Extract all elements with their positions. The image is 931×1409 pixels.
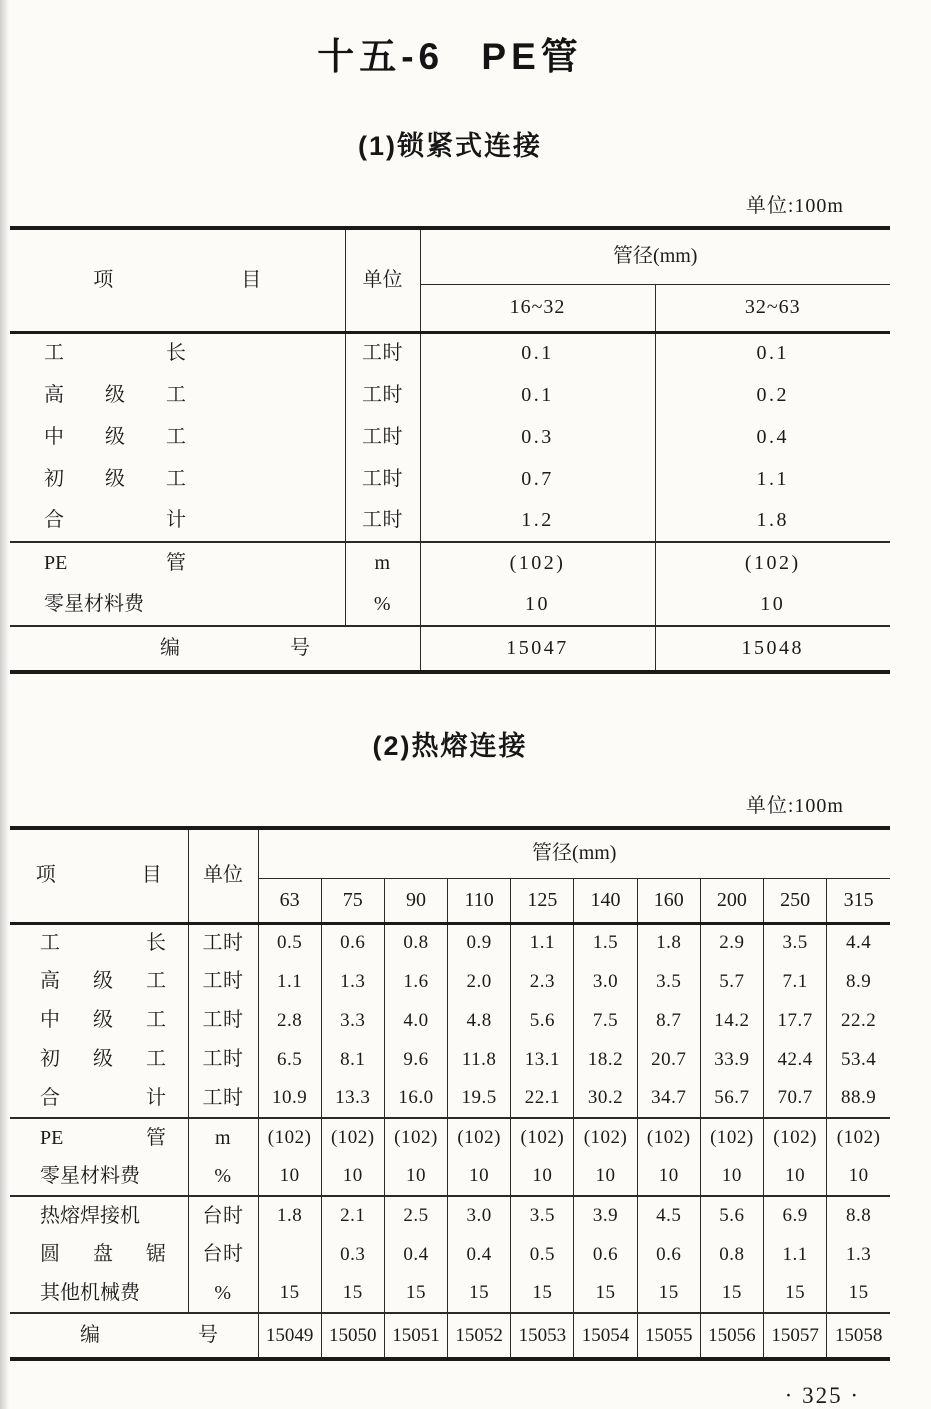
cell-value: 5.6 xyxy=(700,1196,763,1235)
table-row xyxy=(10,1196,890,1235)
row-label xyxy=(10,1118,188,1157)
section1-unit-note: 单位:100m xyxy=(745,195,844,217)
cell-value: 3.0 xyxy=(574,962,637,1001)
cell-value: 10 xyxy=(700,1157,763,1196)
diameter-column-header: 125 xyxy=(511,878,574,923)
diameter-column-header: 75 xyxy=(321,878,384,923)
row-unit: 工时 xyxy=(188,1001,258,1040)
row-unit: 台时 xyxy=(188,1235,258,1274)
cell-value: 15 xyxy=(764,1274,827,1313)
table-row xyxy=(10,1157,890,1196)
cell-value: 3.5 xyxy=(511,1196,574,1235)
row-label xyxy=(10,1274,188,1313)
row-unit: 工时 xyxy=(188,1040,258,1079)
row-label-text: 中级工 xyxy=(44,425,186,448)
row-unit: m xyxy=(188,1118,258,1157)
table-row xyxy=(10,1079,890,1118)
row-label xyxy=(10,962,188,1001)
cell-value: 3.9 xyxy=(574,1196,637,1235)
code-value: 15047 xyxy=(420,626,655,672)
cell-value: 10 xyxy=(420,584,655,626)
table-row xyxy=(10,500,890,542)
table1-header xyxy=(10,228,890,332)
diameter-column-header: 90 xyxy=(384,878,447,923)
cell-value: 10 xyxy=(764,1157,827,1196)
cell-value: 1.1 xyxy=(511,923,574,962)
cell-value: 0.7 xyxy=(420,458,655,500)
section-gap xyxy=(10,674,890,724)
cell-value: 8.7 xyxy=(637,1001,700,1040)
cell-value: 33.9 xyxy=(700,1040,763,1079)
item-header-label: 项目 xyxy=(93,268,262,291)
cell-value: 3.5 xyxy=(637,962,700,1001)
page-title: 十五-6 PE管 xyxy=(317,36,583,77)
cell-value: 0.4 xyxy=(384,1235,447,1274)
cell-value: 53.4 xyxy=(827,1040,890,1079)
cell-value: 15 xyxy=(637,1274,700,1313)
cell-value: 0.3 xyxy=(420,416,655,458)
cell-value: 7.1 xyxy=(764,962,827,1001)
code-value: 15048 xyxy=(655,626,890,672)
row-label-text: 圆盘锯 xyxy=(40,1243,166,1265)
table1-footer xyxy=(10,626,890,672)
row-label xyxy=(10,923,188,962)
cell-value: (102) xyxy=(827,1118,890,1157)
cell-value: 3.5 xyxy=(764,923,827,962)
cell-value: (102) xyxy=(448,1118,511,1157)
table-row xyxy=(10,923,890,962)
cell-value: 10 xyxy=(511,1157,574,1196)
cell-value: 15 xyxy=(827,1274,890,1313)
cell-value: 0.6 xyxy=(637,1235,700,1274)
cell-value: 8.9 xyxy=(827,962,890,1001)
row-label-text: 初级工 xyxy=(44,467,186,490)
cell-value: 10 xyxy=(574,1157,637,1196)
cell-value: 56.7 xyxy=(700,1079,763,1118)
diameter-column-header: 110 xyxy=(448,878,511,923)
row-unit: m xyxy=(345,542,420,584)
cell-value: 1.6 xyxy=(384,962,447,1001)
row-unit: 台时 xyxy=(188,1196,258,1235)
row-label xyxy=(10,1040,188,1079)
cell-value: 10.9 xyxy=(258,1079,321,1118)
row-unit: 工时 xyxy=(345,332,420,374)
diameter-column-header: 140 xyxy=(574,878,637,923)
diameter-column-header: 16~32 xyxy=(420,284,655,332)
cell-value: 4.5 xyxy=(637,1196,700,1235)
cell-value: (102) xyxy=(321,1118,384,1157)
table-row xyxy=(10,416,890,458)
code-value: 15054 xyxy=(574,1313,637,1359)
cell-value: 70.7 xyxy=(764,1079,827,1118)
code-row-label-text: 编号 xyxy=(80,1324,218,1346)
table2-header xyxy=(10,828,890,923)
cell-value: (102) xyxy=(420,542,655,584)
cell-value: (102) xyxy=(511,1118,574,1157)
row-label-text: 工长 xyxy=(40,931,166,954)
row-label xyxy=(10,1196,188,1235)
cell-value: (102) xyxy=(258,1118,321,1157)
cell-value: 0.1 xyxy=(655,332,890,374)
table1-header-row xyxy=(10,228,890,284)
cell-value: 0.8 xyxy=(700,1235,763,1274)
cell-value: 3.0 xyxy=(448,1196,511,1235)
table-row xyxy=(10,1274,890,1313)
row-label-text: 零星材料费 xyxy=(40,1164,140,1187)
cell-value: 0.8 xyxy=(384,923,447,962)
cell-value: 20.7 xyxy=(637,1040,700,1079)
cell-value: 0.4 xyxy=(655,416,890,458)
row-label xyxy=(10,374,345,416)
row-label xyxy=(10,332,345,374)
diameter-header-cell: 管径(mm) xyxy=(258,828,890,878)
row-label xyxy=(10,416,345,458)
row-unit: % xyxy=(188,1157,258,1196)
section1-heading: (1)锁紧式连接 xyxy=(358,131,542,161)
row-label-text: 合计 xyxy=(44,509,186,531)
cell-value: 10 xyxy=(258,1157,321,1196)
cell-value: 5.6 xyxy=(511,1001,574,1040)
table2-footer xyxy=(10,1313,890,1359)
cell-value: 10 xyxy=(384,1157,447,1196)
row-label-text: 初级工 xyxy=(40,1048,166,1070)
cell-value: 10 xyxy=(637,1157,700,1196)
cell-value: 0.1 xyxy=(420,374,655,416)
cell-value: 0.1 xyxy=(420,332,655,374)
cell-value: (102) xyxy=(637,1118,700,1157)
table-row xyxy=(10,1001,890,1040)
cell-value: 34.7 xyxy=(637,1079,700,1118)
cell-value: (102) xyxy=(384,1118,447,1157)
unit-header-cell: 单位 xyxy=(345,228,420,332)
cell-value: 15 xyxy=(258,1274,321,1313)
row-unit: % xyxy=(345,584,420,626)
cell-value xyxy=(258,1235,321,1274)
table-row xyxy=(10,584,890,626)
row-unit: % xyxy=(188,1274,258,1313)
cell-value: 6.5 xyxy=(258,1040,321,1079)
cell-value: 17.7 xyxy=(764,1001,827,1040)
table-row xyxy=(10,962,890,1001)
cell-value: 88.9 xyxy=(827,1079,890,1118)
diameter-column-header: 160 xyxy=(637,878,700,923)
code-value: 15053 xyxy=(511,1313,574,1359)
cell-value: 8.1 xyxy=(321,1040,384,1079)
code-row xyxy=(10,626,890,672)
heat-fusion-table xyxy=(10,826,890,1361)
diameter-column-header: 315 xyxy=(827,878,890,923)
cell-value: 0.9 xyxy=(448,923,511,962)
cell-value: (102) xyxy=(574,1118,637,1157)
cell-value: 2.1 xyxy=(321,1196,384,1235)
cell-value: 0.6 xyxy=(574,1235,637,1274)
cell-value: 18.2 xyxy=(574,1040,637,1079)
cell-value: 4.4 xyxy=(827,923,890,962)
cell-value: 5.7 xyxy=(700,962,763,1001)
cell-value: 15 xyxy=(511,1274,574,1313)
cell-value: 1.5 xyxy=(574,923,637,962)
cell-value: 13.3 xyxy=(321,1079,384,1118)
cell-value: 15 xyxy=(321,1274,384,1313)
cell-value: 4.0 xyxy=(384,1001,447,1040)
row-label xyxy=(10,458,345,500)
code-value: 15057 xyxy=(764,1313,827,1359)
row-unit: 工时 xyxy=(345,500,420,542)
row-label-text: 零星材料费 xyxy=(44,593,144,615)
cell-value: 10 xyxy=(655,584,890,626)
cell-value: 15 xyxy=(700,1274,763,1313)
row-label xyxy=(10,1235,188,1274)
cell-value: 0.5 xyxy=(258,923,321,962)
cell-value: 11.8 xyxy=(448,1040,511,1079)
row-label-text: 热熔焊接机 xyxy=(40,1204,140,1227)
diameter-header-cell: 管径(mm) xyxy=(420,228,890,284)
cell-value: 1.1 xyxy=(655,458,890,500)
cell-value: 0.5 xyxy=(511,1235,574,1274)
table-row xyxy=(10,1235,890,1274)
cell-value: 15 xyxy=(384,1274,447,1313)
row-unit: 工时 xyxy=(345,374,420,416)
cell-value: 42.4 xyxy=(764,1040,827,1079)
table-row xyxy=(10,542,890,584)
row-label xyxy=(10,1079,188,1118)
row-unit: 工时 xyxy=(188,923,258,962)
code-row-label xyxy=(10,626,420,672)
row-label-text: 高级工 xyxy=(44,383,186,406)
page-number: · 325 · xyxy=(784,1383,860,1408)
cell-value: 2.0 xyxy=(448,962,511,1001)
cell-value: 9.6 xyxy=(384,1040,447,1079)
table-row xyxy=(10,332,890,374)
cell-value: 2.9 xyxy=(700,923,763,962)
row-label-text: 工长 xyxy=(44,342,186,365)
cell-value: 14.2 xyxy=(700,1001,763,1040)
cell-value: 0.6 xyxy=(321,923,384,962)
row-unit: 工时 xyxy=(345,416,420,458)
code-value: 15055 xyxy=(637,1313,700,1359)
lock-connection-table xyxy=(10,226,890,674)
table1-body xyxy=(10,332,890,626)
cell-value: 2.3 xyxy=(511,962,574,1001)
row-label-text: 中级工 xyxy=(40,1009,166,1031)
cell-value: 1.2 xyxy=(420,500,655,542)
row-label xyxy=(10,584,345,626)
cell-value: 3.3 xyxy=(321,1001,384,1040)
cell-value: 16.0 xyxy=(384,1079,447,1118)
row-label xyxy=(10,500,345,542)
cell-value: 1.3 xyxy=(827,1235,890,1274)
row-label xyxy=(10,1001,188,1040)
section-heat-fusion xyxy=(10,724,890,1361)
row-label-text: 合计 xyxy=(40,1086,166,1109)
cell-value: 15 xyxy=(574,1274,637,1313)
row-label-text: 高级工 xyxy=(40,970,166,992)
diameter-column-header: 200 xyxy=(700,878,763,923)
table-row xyxy=(10,374,890,416)
table-row xyxy=(10,1040,890,1079)
code-row-label xyxy=(10,1313,258,1359)
table2-header-row xyxy=(10,828,890,878)
cell-value: 1.8 xyxy=(655,500,890,542)
table2-body xyxy=(10,923,890,1313)
cell-value: 0.3 xyxy=(321,1235,384,1274)
cell-value: 30.2 xyxy=(574,1079,637,1118)
cell-value: 22.2 xyxy=(827,1001,890,1040)
row-label-text: PE管 xyxy=(44,552,186,574)
cell-value: (102) xyxy=(700,1118,763,1157)
row-unit: 工时 xyxy=(345,458,420,500)
cell-value: 2.8 xyxy=(258,1001,321,1040)
cell-value: 22.1 xyxy=(511,1079,574,1118)
cell-value: 19.5 xyxy=(448,1079,511,1118)
section2-unit-note: 单位:100m xyxy=(745,795,844,817)
code-value: 15052 xyxy=(448,1313,511,1359)
cell-value: 2.5 xyxy=(384,1196,447,1235)
row-label xyxy=(10,542,345,584)
cell-value: 15 xyxy=(448,1274,511,1313)
cell-value: 0.2 xyxy=(655,374,890,416)
section-lock-connection xyxy=(10,124,890,674)
diameter-column-header: 63 xyxy=(258,878,321,923)
row-label-text: PE管 xyxy=(40,1126,166,1149)
cell-value: 4.8 xyxy=(448,1001,511,1040)
cell-value: 8.8 xyxy=(827,1196,890,1235)
section2-heading: (2)热熔连接 xyxy=(372,731,528,761)
item-header-cell xyxy=(10,228,345,332)
cell-value: 13.1 xyxy=(511,1040,574,1079)
code-row-label-text: 编号 xyxy=(160,637,310,659)
cell-value: 1.8 xyxy=(637,923,700,962)
code-row xyxy=(10,1313,890,1359)
cell-value: 1.8 xyxy=(258,1196,321,1235)
row-label xyxy=(10,1157,188,1196)
code-value: 15056 xyxy=(700,1313,763,1359)
row-unit: 工时 xyxy=(188,962,258,1001)
code-value: 15058 xyxy=(827,1313,890,1359)
item-header-label: 项目 xyxy=(35,864,162,887)
cell-value: 10 xyxy=(827,1157,890,1196)
code-value: 15049 xyxy=(258,1313,321,1359)
cell-value: (102) xyxy=(764,1118,827,1157)
unit-header-cell: 单位 xyxy=(188,828,258,923)
cell-value: 1.1 xyxy=(258,962,321,1001)
cell-value: 7.5 xyxy=(574,1001,637,1040)
code-value: 15051 xyxy=(384,1313,447,1359)
cell-value: 10 xyxy=(448,1157,511,1196)
item-header-cell xyxy=(10,828,188,923)
table-row xyxy=(10,458,890,500)
cell-value: 0.4 xyxy=(448,1235,511,1274)
table-row xyxy=(10,1118,890,1157)
code-value: 15050 xyxy=(321,1313,384,1359)
cell-value: 1.3 xyxy=(321,962,384,1001)
diameter-column-header: 32~63 xyxy=(655,284,890,332)
diameter-column-header: 250 xyxy=(764,878,827,923)
cell-value: 6.9 xyxy=(764,1196,827,1235)
cell-value: (102) xyxy=(655,542,890,584)
cell-value: 1.1 xyxy=(764,1235,827,1274)
row-label-text: 其他机械费 xyxy=(40,1281,140,1304)
cell-value: 10 xyxy=(321,1157,384,1196)
row-unit: 工时 xyxy=(188,1079,258,1118)
